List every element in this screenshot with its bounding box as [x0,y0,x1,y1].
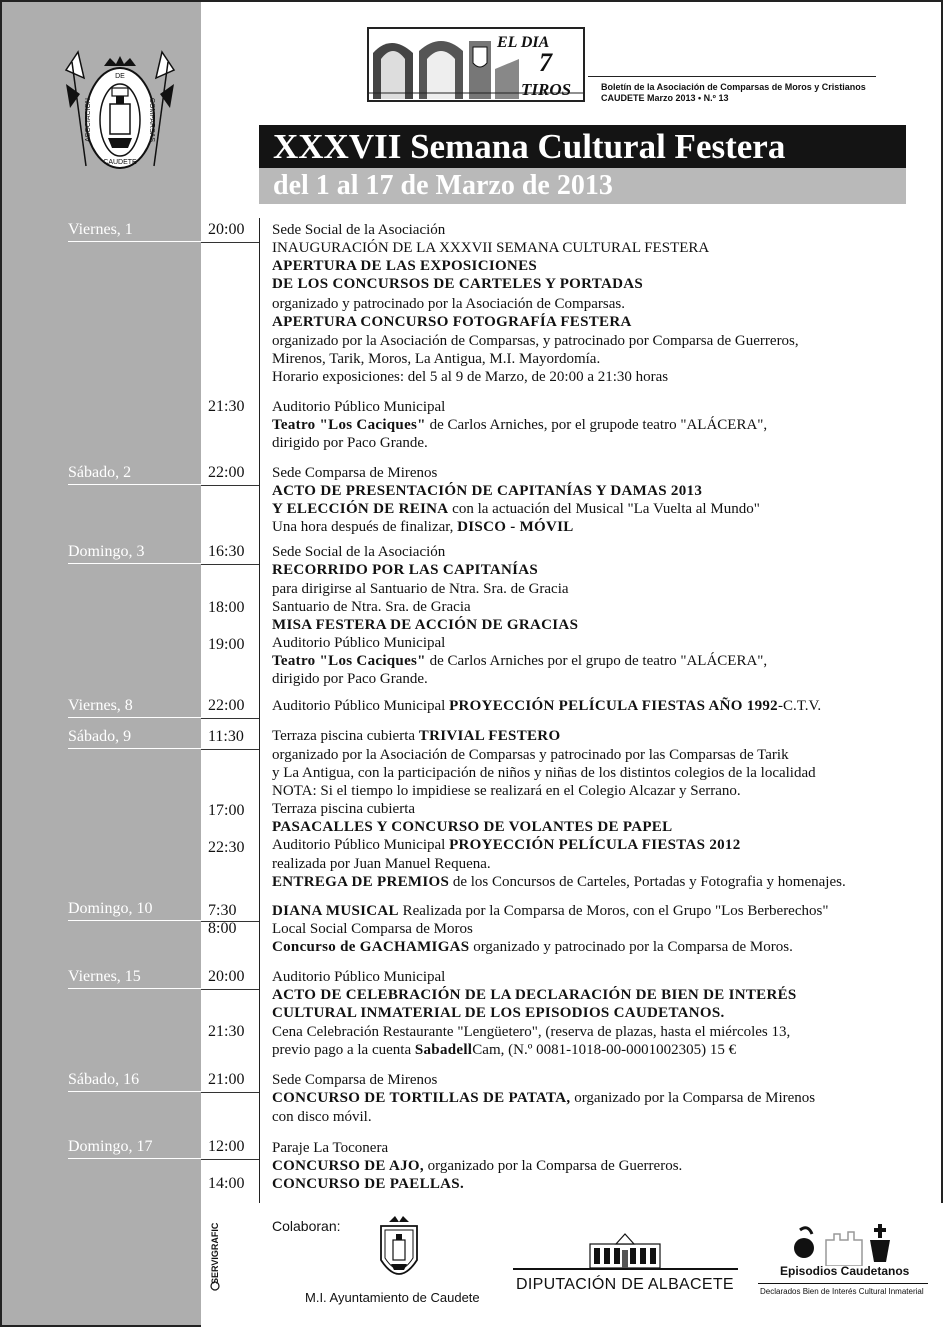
event-line: y La Antigua, con la participación de niños y niñas de los distintos colegios de la localidad [272,765,816,781]
event-time: 8:00 [208,920,237,937]
event-highlight: CONCURSO DE AJO, [272,1158,424,1174]
event-time: 21:00 [208,1071,245,1088]
event-line [272,1004,725,1022]
event-venue: Santuario de Ntra. Sra. de Gracia [272,599,471,615]
event-line [272,518,574,536]
event-detail: organizado por la Comparsa de Guerreros. [423,1158,683,1174]
event-line: realizada por Juan Manuel Requena. [272,856,491,872]
time-column-divider [259,218,260,1203]
masthead-title-tiros: TIROS [521,80,572,99]
event-line: INAUGURACIÓN DE LA XXXVII SEMANA CULTURAL FESTERA [272,240,710,256]
event-venue: Terraza piscina cubierta [272,801,416,817]
event-detail: organizado y patrocinado por la Comparsa de Moros. [469,939,793,955]
event-line [272,1041,736,1059]
event-line: organizado por la Asociación de Comparsas y patrocinado por las Comparsas de Tarik [272,747,789,763]
day-label: Viernes, 8 [68,696,201,718]
event-line [272,818,672,836]
association-crest-icon [60,48,180,176]
event-line [272,986,797,1004]
event-line [272,652,767,670]
event-detail: -C.T.V. [777,698,822,714]
crest-text-top: DE [115,73,125,80]
day-separator [201,564,259,565]
event-line [272,836,741,854]
event-line [272,873,846,891]
event-time: 14:00 [208,1175,245,1192]
provincial-council-building-icon [588,1232,662,1268]
day-label: Sábado, 2 [68,463,201,485]
event-detail: Realizada por la Comparsa de Moros, con el Grupo "Los Berberechos" [398,903,829,919]
event-time: 22:30 [208,839,245,856]
event-detail: Una hora después de finalizar, [272,519,458,535]
day-separator [201,242,259,243]
day-separator [201,749,259,750]
event-time: 22:00 [208,464,245,481]
event-line [272,938,793,956]
event-highlight: DE LOS CONCURSOS DE CARTELES Y PORTADAS [272,276,643,292]
bulletin-line-2: CAUDETE Marzo 2013 • N.º 13 [601,93,729,103]
page-title: XXXVII Semana Cultural Festera [259,125,906,168]
crest-text-left: ASOCIACION [85,98,92,142]
event-venue: Terraza piscina cubierta [272,728,419,744]
event-venue: Paraje La Toconera [272,1140,389,1156]
event-line: con disco móvil. [272,1109,372,1125]
event-venue: Sede Social de la Asociación [272,544,446,560]
event-venue: Sede Social de la Asociación [272,222,446,238]
episodios-caudetanos-logo-icon [790,1222,894,1266]
event-line [272,902,828,920]
event-line: Cena Celebración Restaurante "Lengüetero", (reserva de plazas, hasta el miércoles 13, [272,1024,791,1040]
event-line [272,1175,464,1193]
event-time: 18:00 [208,599,245,616]
day-label: Sábado, 16 [68,1070,201,1092]
page-subtitle: del 1 al 17 de Marzo de 2013 [259,168,906,204]
provincial-council-rule [513,1268,738,1270]
event-time: 7:30 [208,902,237,919]
event-detail: de Carlos Arniches por el grupo de teatro "ALÁCERA", [425,653,768,669]
event-time: 22:00 [208,697,245,714]
day-separator [201,485,259,486]
frame-border-top [0,0,943,2]
event-line [272,697,821,715]
event-venue: Auditorio Público Municipal [272,969,446,985]
bulletin-rule [588,76,876,77]
event-highlight: DIANA MUSICAL [272,903,399,919]
event-highlight: Y ELECCIÓN DE REINA [272,501,449,517]
event-highlight: DISCO - MÓVIL [457,519,574,535]
day-separator [201,989,259,990]
day-label: Domingo, 3 [68,542,201,564]
event-line [272,561,538,579]
event-time: 17:00 [208,802,245,819]
provincial-council-name: DIPUTACIÓN DE ALBACETE [516,1276,734,1293]
bulletin-caption [601,82,866,104]
day-separator [201,1092,259,1093]
day-separator [201,1159,259,1160]
event-line [272,313,632,331]
event-detail: organizado por la Comparsa de Mirenos [570,1090,816,1106]
event-venue: Auditorio Público Municipal [272,837,450,853]
event-highlight: CONCURSO DE PAELLAS. [272,1176,464,1192]
event-highlight: PROYECCIÓN PELÍCULA FIESTAS AÑO 1992 [449,698,778,714]
day-label: Domingo, 10 [68,899,201,921]
event-time: 12:00 [208,1138,245,1155]
event-line: dirigido por Paco Grande. [272,435,428,451]
event-time: 21:30 [208,398,245,415]
event-highlight: PASACALLES Y CONCURSO DE VOLANTES DE PAPEL [272,819,673,835]
event-highlight: MISA FESTERA DE ACCIÓN DE GRACIAS [272,617,579,633]
event-line [272,727,560,745]
day-label: Domingo, 17 [68,1137,201,1159]
event-line [272,257,537,275]
day-sidebar [0,0,201,1327]
event-highlight: TRIVIAL FESTERO [418,728,561,744]
frame-border-left [0,0,2,1327]
episodios-caudetanos-name: Episodios Caudetanos [780,1264,910,1278]
sponsors-heading: Colaboran: [272,1218,341,1234]
episodios-caudetanos-tagline: Declarados Bien de Interés Cultural Inmaterial [760,1287,924,1296]
masthead-title-el-dia: EL DIA [497,34,550,51]
event-highlight: ACTO DE CELEBRACIÓN DE LA DECLARACIÓN DE BIEN DE INTERÉS [272,987,797,1003]
event-line [272,1157,682,1175]
event-time: 20:00 [208,968,245,985]
event-line [272,416,767,434]
event-highlight: Concurso de GACHAMIGAS [272,939,470,955]
masthead-logo [367,27,585,102]
town-hall-crest-icon [373,1216,425,1288]
event-line: organizado por la Asociación de Comparsas, y patrocinado por Comparsa de Guerreros, [272,333,799,349]
event-venue: Auditorio Público Municipal [272,635,446,651]
event-highlight: Teatro "Los Caciques" [272,653,426,669]
printer-logo-icon [204,1212,226,1292]
event-highlight: CONCURSO DE TORTILLAS DE PATATA, [272,1090,571,1106]
event-line [272,482,702,500]
event-line [272,1089,815,1107]
event-line [272,616,578,634]
event-highlight: ENTREGA DE PREMIOS [272,874,450,890]
event-highlight: APERTURA CONCURSO FOTOGRAFÍA FESTERA [272,314,632,330]
episodios-caudetanos-rule [758,1283,928,1284]
event-detail: de los Concursos de Carteles, Portadas y Fotografia y homenajes. [449,874,846,890]
event-time: 19:00 [208,636,245,653]
event-line: NOTA: Si el tiempo lo impidiese se realizará en el Colegio Alcazar y Serrano. [272,783,741,799]
day-label: Viernes, 15 [68,967,201,989]
masthead-title-number: 7 [539,48,552,77]
crest-text-right: COMPARSAS [148,97,155,143]
town-hall-name: M.I. Ayuntamiento de Caudete [305,1290,480,1305]
day-label: Viernes, 1 [68,220,201,242]
event-line: Horario exposiciones: del 5 al 9 de Marzo, de 20:00 a 21:30 horas [272,369,669,385]
event-time: 20:00 [208,221,245,238]
event-time: 21:30 [208,1023,245,1040]
event-highlight: Sabadell [414,1042,473,1058]
printer-logo-text: SERVIGRAFIC [210,1222,220,1284]
event-time: 16:30 [208,543,245,560]
bulletin-line-1: Boletín de la Asociación de Comparsas de Moros y Cristianos [601,82,866,92]
event-highlight: PROYECCIÓN PELÍCULA FIESTAS 2012 [449,837,741,853]
event-venue: Sede Comparsa de Mirenos [272,465,438,481]
event-line: organizado y patrocinado por la Asociación de Comparsas. [272,296,625,312]
day-label: Sábado, 9 [68,727,201,749]
event-line: para dirigirse al Santuario de Ntra. Sra. de Gracia [272,581,569,597]
event-venue: Local Social Comparsa de Moros [272,921,473,937]
event-highlight: CULTURAL INMATERIAL DE LOS EPISODIOS CAUDETANOS. [272,1005,725,1021]
day-separator [201,718,259,719]
event-highlight: ACTO DE PRESENTACIÓN DE CAPITANÍAS Y DAMAS 2013 [272,483,703,499]
event-line: dirigido por Paco Grande. [272,671,428,687]
event-highlight: RECORRIDO POR LAS CAPITANÍAS [272,562,539,578]
crest-text-bottom: CAUDETE [103,159,137,166]
event-detail: de Carlos Arniches, por el grupode teatro "ALÁCERA", [425,417,768,433]
event-venue: Auditorio Público Municipal [272,698,450,714]
event-venue: Auditorio Público Municipal [272,399,446,415]
event-venue: Sede Comparsa de Mirenos [272,1072,438,1088]
event-detail: con la actuación del Musical "La Vuelta al Mundo" [448,501,760,517]
event-time: 11:30 [208,728,244,745]
event-line [272,275,643,293]
event-highlight: APERTURA DE LAS EXPOSICIONES [272,258,538,274]
event-detail: Cam, (N.º 0081-1018-00-0001002305) 15 € [472,1042,737,1058]
event-line: Mirenos, Tarik, Moros, La Antigua, M.I. Mayordomía. [272,351,601,367]
event-line [272,500,760,518]
event-highlight: Teatro "Los Caciques" [272,417,426,433]
event-detail: previo pago a la cuenta [272,1042,415,1058]
